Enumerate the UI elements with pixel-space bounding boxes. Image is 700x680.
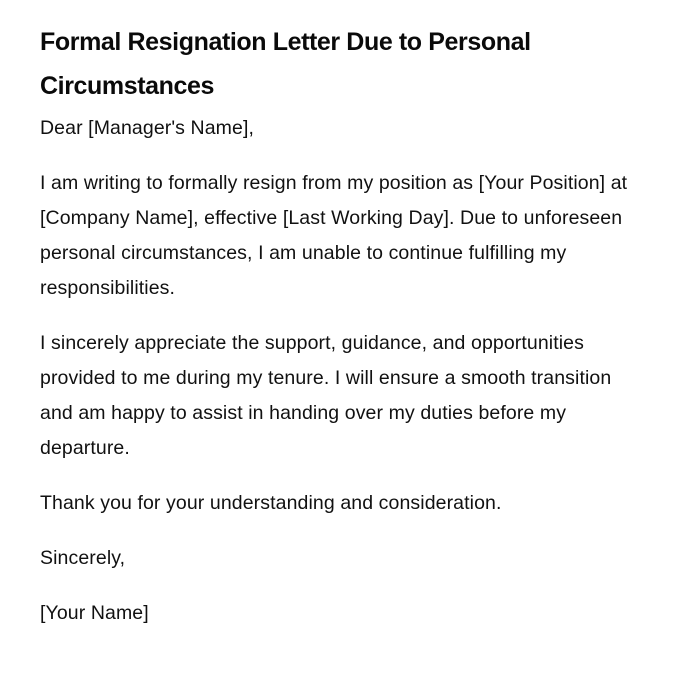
letter-salutation: Dear [Manager's Name], [40, 117, 255, 139]
letter-paragraph-intro: I am writing to formally resign from my position as [Your Position] at [Company Name], effective [Last Working Day]. Due to unforeseen personal circumstances, I am unable to continue fulfilling my responsibilities. [40, 172, 628, 299]
letter-signature: [Your Name] [40, 602, 149, 624]
letter-title: Formal Resignation Letter Due to Personal Circumstances [40, 28, 531, 100]
letter-paragraph-thanks: Thank you for your understanding and consideration. [40, 492, 502, 514]
letter-closing: Sincerely, [40, 547, 126, 569]
letter-document [40, 20, 640, 631]
letter-paragraph-appreciation: I sincerely appreciate the support, guidance, and opportunities provided to me during my tenure. I will ensure a smooth transition and am happy to assist in handing over my duties before my departure. [40, 332, 612, 459]
